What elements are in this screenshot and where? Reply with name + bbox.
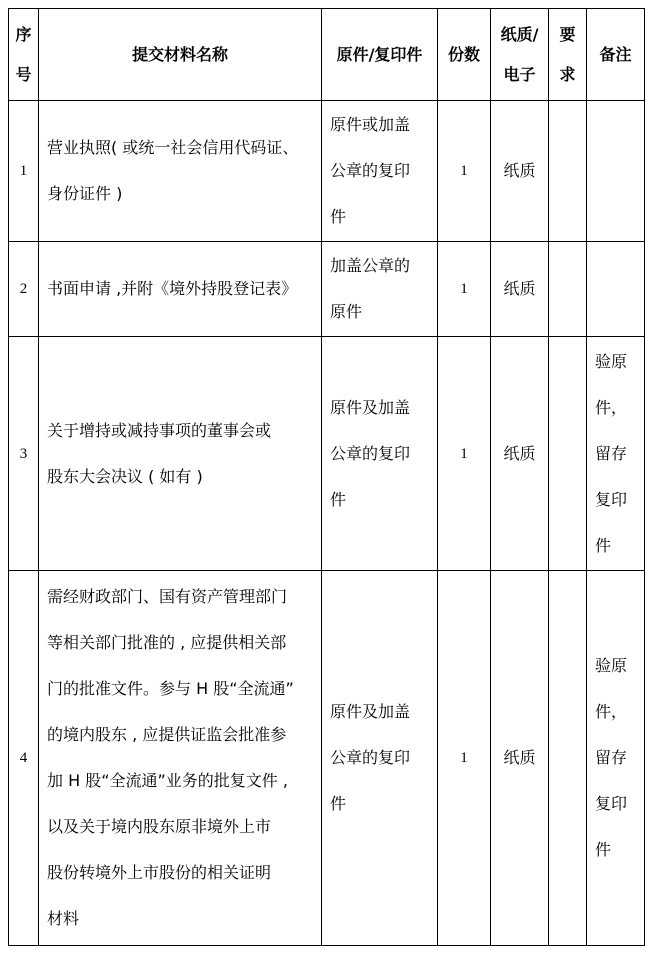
row-note: 验原 件， 留存 复印 件 — [587, 337, 645, 571]
row-requirement — [549, 337, 587, 571]
row-material-name: 书面申请 ,并附《境外持股登记表》 — [39, 242, 322, 337]
row-note — [587, 101, 645, 242]
row-copies: 1 — [438, 571, 491, 946]
row-requirement — [549, 101, 587, 242]
row-original-or-copy: 加盖公章的 原件 — [322, 242, 438, 337]
row-copies: 1 — [438, 242, 491, 337]
row-media: 纸质 — [491, 337, 549, 571]
header-type: 原件/复印件 — [322, 9, 438, 101]
header-media: 纸质/ 电子 — [491, 9, 549, 101]
table-row — [9, 571, 645, 946]
row-note — [587, 242, 645, 337]
row-note: 验原 件， 留存 复印 件 — [587, 571, 645, 946]
header-requirement: 要 求 — [549, 9, 587, 101]
row-seq: 3 — [9, 337, 39, 571]
row-original-or-copy: 原件及加盖 公章的复印 件 — [322, 571, 438, 946]
row-copies: 1 — [438, 101, 491, 242]
row-original-or-copy: 原件或加盖 公章的复印 件 — [322, 101, 438, 242]
table-row — [9, 242, 645, 337]
row-copies: 1 — [438, 337, 491, 571]
header-row — [9, 9, 645, 101]
row-seq: 4 — [9, 571, 39, 946]
header-name: 提交材料名称 — [39, 9, 322, 101]
row-material-name: 关于增持或减持事项的董事会或 股东大会决议 ( 如有 ) — [39, 337, 322, 571]
row-media: 纸质 — [491, 101, 549, 242]
row-media: 纸质 — [491, 242, 549, 337]
header-note: 备注 — [587, 9, 645, 101]
header-seq: 序 号 — [9, 9, 39, 101]
row-material-name: 营业执照( 或统一社会信用代码证、 身份证件 ) — [39, 101, 322, 242]
row-requirement — [549, 571, 587, 946]
table-row — [9, 337, 645, 571]
table-row — [9, 101, 645, 242]
header-copies: 份数 — [438, 9, 491, 101]
row-seq: 1 — [9, 101, 39, 242]
row-media: 纸质 — [491, 571, 549, 946]
row-original-or-copy: 原件及加盖 公章的复印 件 — [322, 337, 438, 571]
row-requirement — [549, 242, 587, 337]
row-material-name: 需经财政部门、国有资产管理部门 等相关部门批准的 , 应提供相关部 门的批准文件。参与 H 股“全流通” 的境内股东 , 应提供证监会批准参 加 H 股“全流通”业务的批复文件 , 以及关于境内股东原非境外上市 股份转境外上市股份的相关证明 材料 — [39, 571, 322, 946]
materials-table — [8, 8, 645, 946]
row-seq: 2 — [9, 242, 39, 337]
